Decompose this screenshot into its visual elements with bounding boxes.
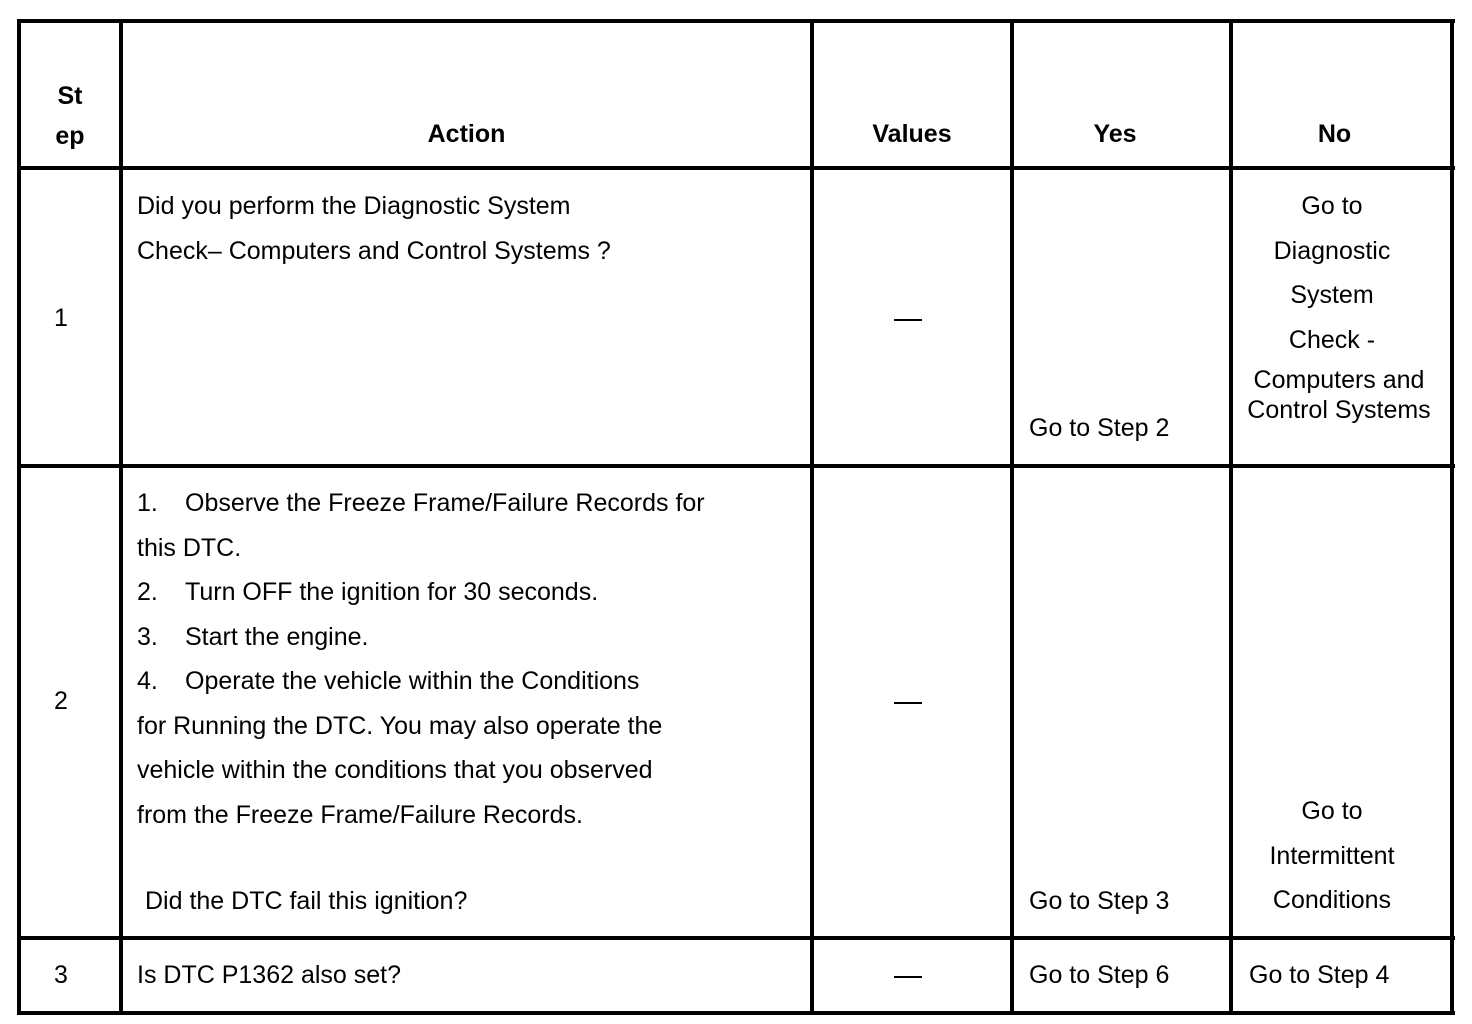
table-border-left	[17, 20, 21, 1015]
table-border-bottom	[17, 1011, 1455, 1015]
row1-action-line2: Check– Computers and Control Systems ?	[137, 236, 611, 265]
row1-no	[1233, 184, 1431, 362]
row1-no-line2: Diagnostic	[1273, 236, 1391, 265]
header-step	[21, 76, 119, 156]
row2-action-item: 2. Turn OFF the ignition for 30 seconds.	[137, 578, 599, 606]
row2-values-dash	[894, 702, 922, 704]
row3-yes: Go to Step 6	[1029, 961, 1170, 989]
row3-values-dash	[894, 976, 922, 978]
row3-action: Is DTC P1362 also set?	[137, 961, 402, 989]
header-step-line1: St	[57, 82, 83, 110]
table-border-right	[1450, 20, 1454, 1015]
row2-step: 2	[54, 687, 68, 715]
table-divider-row2	[17, 936, 1455, 940]
header-values: Values	[872, 120, 952, 148]
row2-action-list	[137, 481, 705, 837]
row1-action	[137, 184, 611, 273]
row2-action-item: this DTC.	[137, 533, 242, 562]
row1-no-line4: Check -	[1288, 325, 1376, 354]
row2-no-line2: Intermittent	[1269, 841, 1395, 870]
header-step-line2: ep	[55, 122, 85, 150]
row2-action-item: 4. Operate the vehicle within the Conditions	[137, 667, 640, 695]
row1-no-tail	[1235, 365, 1443, 425]
row2-no-line3: Conditions	[1272, 886, 1392, 914]
header-yes: Yes	[1093, 120, 1137, 148]
row3-step: 3	[54, 961, 68, 989]
column-divider-action	[810, 20, 814, 1015]
table-border-top	[17, 19, 1455, 23]
header-action: Action	[427, 120, 506, 148]
row1-action-line1: Did you perform the Diagnostic System	[137, 192, 571, 220]
row1-no-line3: System	[1290, 281, 1374, 309]
row2-action-item: 3. Start the engine.	[137, 622, 369, 651]
row2-action-item: from the Freeze Frame/Failure Records.	[137, 800, 583, 829]
table-divider-row1	[17, 464, 1455, 468]
row2-question: Did the DTC fail this ignition?	[145, 887, 468, 915]
header-no: No	[1317, 120, 1352, 148]
row1-step: 1	[54, 304, 68, 332]
row1-values-dash	[894, 319, 922, 321]
row1-no-line5: Computers and	[1253, 366, 1425, 394]
row3-no: Go to Step 4	[1249, 961, 1390, 989]
row2-yes: Go to Step 3	[1029, 887, 1170, 915]
row2-action-item: vehicle within the conditions that you observed	[137, 756, 653, 784]
row1-no-line6: Control Systems	[1247, 396, 1431, 424]
row1-yes: Go to Step 2	[1029, 414, 1170, 442]
row1-no-line1: Go to	[1301, 192, 1363, 220]
table-divider-header	[17, 166, 1455, 170]
row2-no	[1233, 789, 1431, 923]
row2-no-line1: Go to	[1301, 797, 1363, 825]
row2-action-item: for Running the DTC. You may also operate the	[137, 711, 663, 740]
column-divider-values	[1010, 20, 1014, 1015]
column-divider-step	[119, 20, 123, 1015]
row2-action-item: 1. Observe the Freeze Frame/Failure Records for	[137, 489, 705, 517]
